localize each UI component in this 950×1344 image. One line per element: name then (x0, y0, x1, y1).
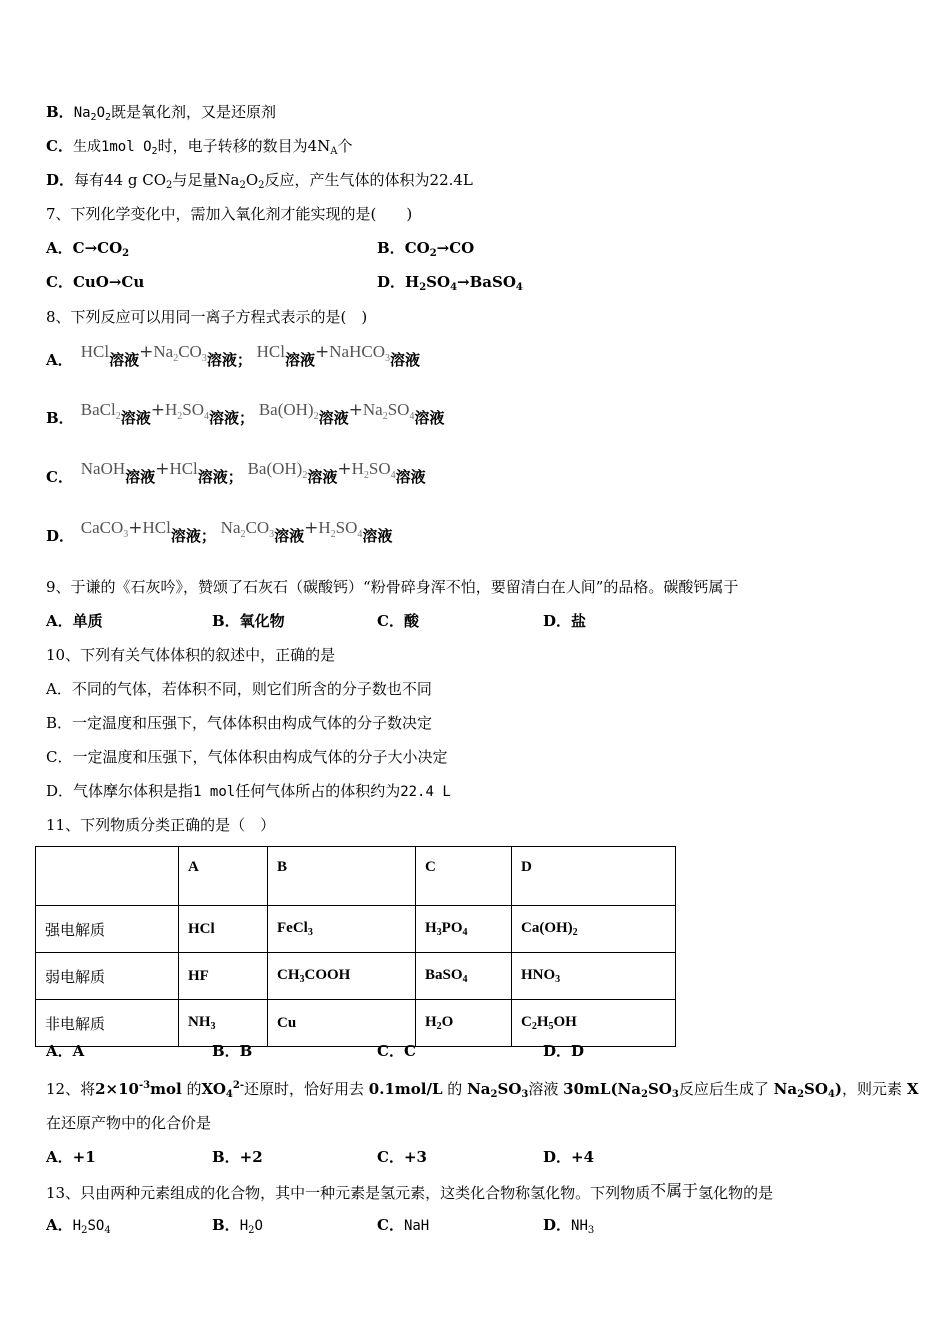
q6-option-c: C．生成1mol $O_2$时，电子转移的数目为$4N_A$个 (46, 137, 353, 157)
q9-option-a: A．单质 (46, 612, 103, 630)
q13-option-c: C．NaH (377, 1216, 430, 1234)
row-label: 非电解质 (36, 1000, 179, 1047)
q12-option-b: B．+2 (212, 1148, 263, 1166)
table-cell: $C_2H_5OH$ (512, 1000, 676, 1047)
q7-option-b: B．$CO_2\to CO$ (377, 239, 475, 259)
q13-option-d: D．$NH_3$ (543, 1216, 595, 1236)
q10-stem: 10、下列有关气体体积的叙述中，正确的是 (46, 646, 336, 664)
q8-option-d: D． CaCO$_3$+HCl溶液； $Na_2CO_3$溶液$+H_2SO_4$溶液 (46, 518, 393, 545)
q8-option-c: C． NaOH溶液+HCl溶液； $Ba(OH)_2$溶液$+H_2SO_4$溶液 (46, 459, 426, 486)
q11-option-a: A．A (46, 1042, 85, 1060)
row-label: 弱电解质 (36, 953, 179, 1000)
q9-option-b: B．氧化物 (212, 612, 285, 630)
table-cell: $HNO_3$ (512, 953, 676, 1000)
row-label: 强电解质 (36, 906, 179, 953)
table-cell: Cu (268, 1000, 416, 1047)
q11-option-b: B．B (212, 1042, 253, 1060)
table-cell: FeCl$_3$ (268, 906, 416, 953)
q6-option-d: D．每有44 g $CO_2$与足量$Na_2O_2$反应，产生气体的体积为22.4L (46, 171, 473, 191)
table-cell: $H_3PO_4$ (416, 906, 512, 953)
table-header-cell: C (416, 847, 512, 906)
q10-option-a: A．不同的气体，若体积不同，则它们所含的分子数也不同 (46, 680, 432, 698)
q12-option-c: C．+3 (377, 1148, 427, 1166)
q8-stem: 8、下列反应可以用同一离子方程式表示的是( ) (46, 308, 368, 326)
table-row (36, 847, 676, 906)
q10-option-d: D．气体摩尔体积是指1 mol任何气体所占的体积约为22.4 L (46, 782, 451, 800)
table-row (36, 953, 676, 1000)
table-cell: $H_2O$ (416, 1000, 512, 1047)
q6-option-b: B．$Na_2O_2$既是氧化剂，又是还原剂 (46, 103, 277, 123)
q10-option-c: C．一定温度和压强下，气体体积由构成气体的分子大小决定 (46, 748, 448, 766)
table-header-cell: A (179, 847, 268, 906)
q9-stem: 9、于谦的《石灰吟》，赞颂了石灰石（碳酸钙）“粉骨碎身浑不怕，要留清白在人间”的品格。碳酸钙属于 (46, 578, 739, 596)
q12-option-d: D．+4 (543, 1148, 595, 1166)
q7-option-c: C．CuO→Cu (46, 273, 145, 291)
table-row (36, 906, 676, 953)
q7-option-a: A．$C\to CO_2$ (46, 239, 130, 259)
q11-option-c: C．C (377, 1042, 416, 1060)
q8-option-a: A． HCl溶液$+Na_2CO_3$溶液； HCl溶液+NaHCO$_3$溶液 (46, 342, 420, 369)
q11-table (35, 846, 676, 1047)
q12-stem-line1: 12、将$2\times 10^{-3}mol$ 的$XO_4^{2-}$还原时，恰好用去 0.1mol/L 的 $Na_2SO_3$溶液 $30mL(Na_2SO_3$反应后生成了 $Na_2SO_4$)，则元素 X (46, 1080, 919, 1100)
q7-stem: 7、下列化学变化中，需加入氧化剂才能实现的是( ) (46, 205, 413, 223)
table-cell: HF (179, 953, 268, 1000)
q7-option-d: D．$H_2SO_4\to BaSO_4$ (377, 273, 523, 293)
q11-stem: 11、下列物质分类正确的是（ ） (46, 816, 276, 834)
table-cell: BaSO$_4$ (416, 953, 512, 1000)
table-row (36, 1000, 676, 1047)
q13-stem: 13、只由两种元素组成的化合物，其中一种元素是氢元素，这类化合物称氢化物。下列物质不属于氢化物的是 (46, 1181, 774, 1202)
table-cell: $Ca(OH)_2$ (512, 906, 676, 953)
table-cell: $NH_3$ (179, 1000, 268, 1047)
q13-option-b: B．$H_2O$ (212, 1216, 263, 1236)
q8-option-b: B． BaCl$_2$溶液$+H_2SO_4$溶液； $Ba(OH)_2$溶液$+Na_2SO_4$溶液 (46, 400, 445, 427)
q10-option-b: B．一定温度和压强下，气体体积由构成气体的分子数决定 (46, 714, 433, 732)
q12-stem-line2: 在还原产物中的化合价是 (46, 1114, 212, 1132)
table-header-cell: B (268, 847, 416, 906)
q12-option-a: A．+1 (46, 1148, 96, 1166)
q13-option-a: A．$H_2SO_4$ (46, 1216, 111, 1236)
q9-option-d: D．盐 (543, 612, 587, 630)
table-cell: HCl (179, 906, 268, 953)
q9-option-c: C．酸 (377, 612, 419, 630)
table-cell: $CH_3COOH$ (268, 953, 416, 1000)
table-header-cell: D (512, 847, 676, 906)
table-header-cell (36, 847, 179, 906)
q11-option-d: D．D (543, 1042, 585, 1060)
